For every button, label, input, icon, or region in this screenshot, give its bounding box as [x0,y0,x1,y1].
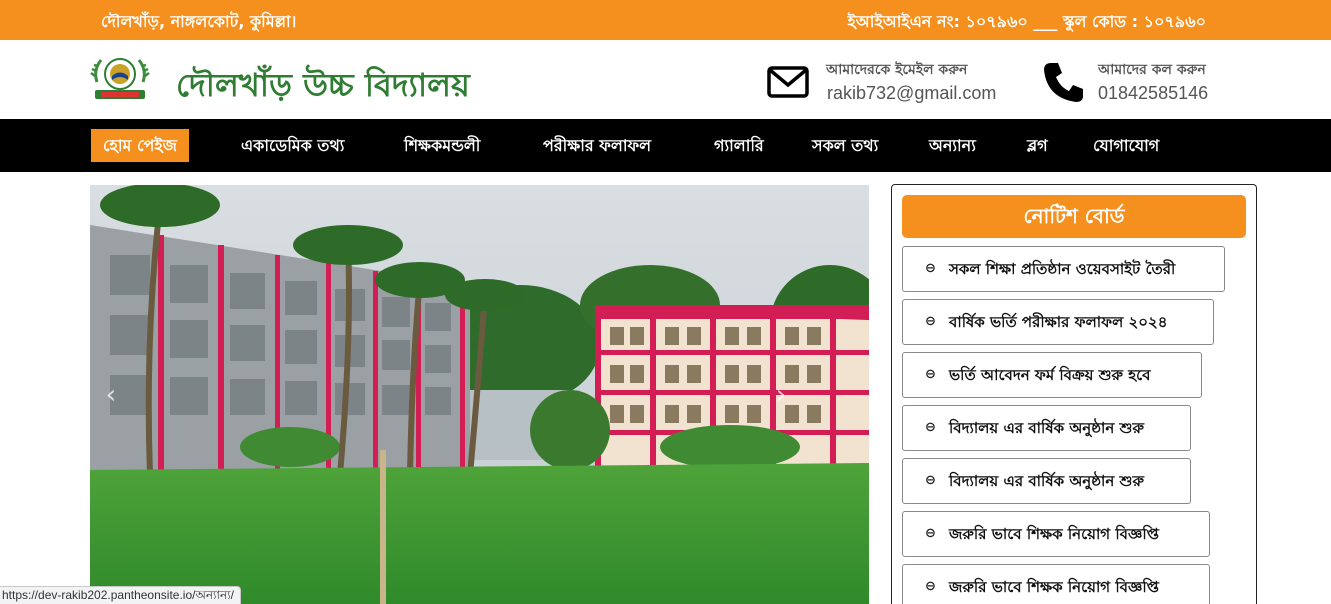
school-building-photo [90,185,869,604]
notice-board-title: নোটিশ বোর্ড [902,195,1246,238]
nav-teachers[interactable]: শিক্ষকমন্ডলী [404,136,481,155]
notice-board [891,184,1257,604]
circle-arrow-icon: ⊖ [925,367,936,382]
school-codes: ইআইআইএন নং: ১০৭৯৬০ ___ স্কুল কোড : ১০৭৯৬০ [847,12,1206,31]
notice-item-label: বিদ্যালয় এর বার্ষিক অনুষ্ঠান শুরু [949,472,1144,490]
nav-academic-info[interactable]: একাডেমিক তথ্য [241,136,345,155]
envelope-icon [766,60,810,104]
email-value[interactable]: rakib732@gmail.com [827,83,997,103]
school-name[interactable]: দৌলখাঁড় উচ্চ বিদ্যালয় [176,66,470,104]
notice-item-label: জরুরি ভাবে শিক্ষক নিয়োগ বিজ্ঞপ্তি [949,578,1159,596]
notice-item-label: ভর্তি আবেদন ফর্ম বিক্রয় শুরু হবে [949,366,1151,384]
nav-blog[interactable]: ব্লগ [1027,136,1048,155]
school-address: দৌলখাঁড়, নাঙ্গলকোট, কুমিল্লা। [101,12,297,31]
notice-item[interactable] [902,352,1202,398]
phone-label: আমাদের কল করুন [1098,62,1206,78]
notice-item-label: বিদ্যালয় এর বার্ষিক অনুষ্ঠান শুরু [949,419,1144,437]
browser-status-url: https://dev-rakib202.pantheonsite.io/অন্যান্য/ [0,586,241,604]
notice-item-label: বার্ষিক ভর্তি পরীক্ষার ফলাফল ২০২৪ [949,313,1168,331]
main-nav [0,119,1331,172]
notice-item[interactable] [902,458,1191,504]
circle-arrow-icon: ⊖ [925,420,936,435]
notice-item-label: জরুরি ভাবে শিক্ষক নিয়োগ বিজ্ঞপ্তি [949,525,1159,543]
image-slider[interactable] [90,185,869,604]
slider-next-button[interactable]: › [775,380,787,410]
circle-arrow-icon: ⊖ [925,526,936,541]
notice-item-label: সকল শিক্ষা প্রতিষ্ঠান ওয়েবসাইট তৈরী [949,260,1176,278]
slider-prev-button[interactable]: ‹ [105,380,117,410]
nav-home[interactable]: হোম পেইজ [91,129,189,162]
circle-arrow-icon: ⊖ [925,314,936,329]
nav-others[interactable]: অন্যান্য [929,136,976,155]
nav-contact[interactable]: যোগাযোগ [1093,136,1160,155]
email-label: আমাদেরকে ইমেইল করুন [826,62,968,78]
nav-all-info[interactable]: সকল তথ্য [812,136,879,155]
circle-arrow-icon: ⊖ [925,261,936,276]
circle-arrow-icon: ⊖ [925,579,936,594]
notice-item[interactable] [902,299,1214,345]
notice-item[interactable] [902,564,1210,604]
circle-arrow-icon: ⊖ [925,473,936,488]
phone-icon [1042,60,1086,104]
nav-exam-results[interactable]: পরীক্ষার ফলাফল [543,136,652,155]
notice-item[interactable] [902,511,1210,557]
school-logo[interactable] [89,52,151,106]
site-header [0,40,1331,119]
nav-gallery[interactable]: গ্যালারি [714,136,764,155]
notice-item[interactable] [902,246,1225,292]
top-bar [0,0,1331,40]
phone-value[interactable]: 01842585146 [1098,83,1209,103]
notice-item[interactable] [902,405,1191,451]
